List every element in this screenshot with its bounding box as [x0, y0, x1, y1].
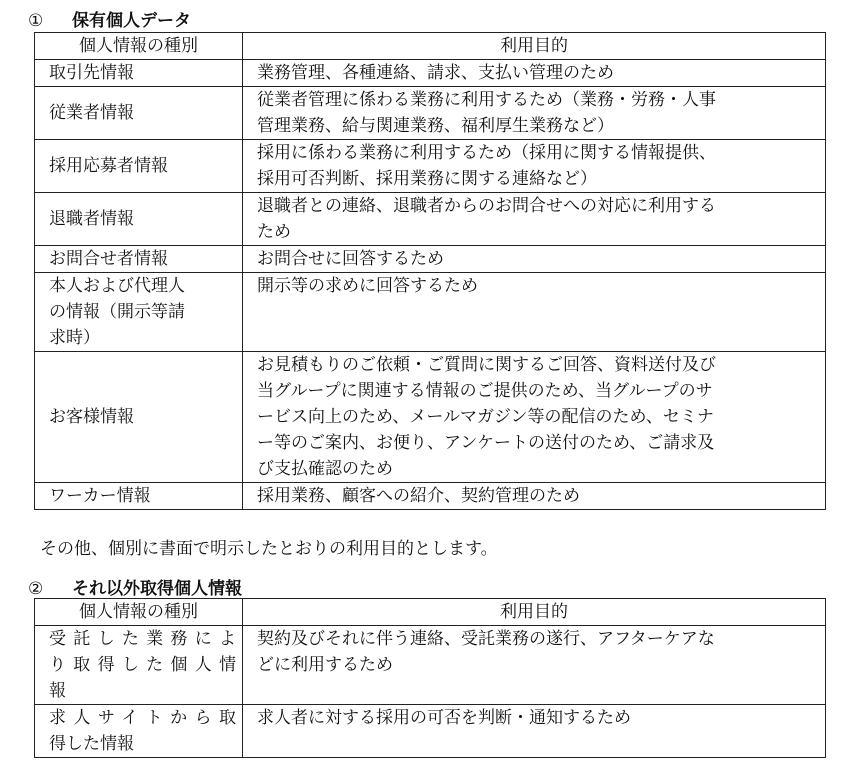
header-data-type: 個人情報の種別 — [35, 33, 243, 60]
row-purpose: 採用業務、顧客への紹介、契約管理のため — [243, 483, 826, 510]
section-2-title: それ以外取得個人情報 — [72, 579, 242, 599]
row-purpose: 従業者管理に係わる業務に利用するため（業務・労務・人事 管理業務、給与関連業務、福利厚生業務など） — [243, 87, 826, 140]
header-data-type: 個人情報の種別 — [35, 599, 243, 626]
row-purpose: お問合せに回答するため — [243, 246, 826, 273]
table-header-row — [35, 599, 826, 626]
note-text: その他、個別に書面で明示したとおりの利用目的とします。 — [40, 539, 498, 559]
personal-data-table — [34, 32, 826, 510]
table-row — [35, 60, 826, 87]
row-type: お問合せ者情報 — [35, 246, 243, 273]
row-type: 退職者情報 — [35, 193, 243, 246]
table-row — [35, 140, 826, 193]
header-purpose: 利用目的 — [243, 33, 826, 60]
row-purpose: お見積もりのご依頼・ご質問に関するご回答、資料送付及び 当グループに関連する情報のご提供のため、当グループのサ ービス向上のため、メールマガジン等の配信のため、セミナ ー等のご案内、お便り、アンケートの送付のため、ご請求及 び支払確認のため — [243, 352, 826, 483]
row-type: 取引先情報 — [35, 60, 243, 87]
section-1-heading — [28, 6, 191, 31]
section-1-title: 保有個人データ — [72, 11, 191, 31]
row-type: 受託した業務によ り取得した個人情 報 — [35, 626, 243, 705]
table-row — [35, 193, 826, 246]
row-purpose: 求人者に対する採用の可否を判断・通知するため — [243, 705, 826, 758]
table-header-row — [35, 33, 826, 60]
table-row — [35, 87, 826, 140]
row-purpose: 契約及びそれに伴う連絡、受託業務の遂行、アフターケアな どに利用するため — [243, 626, 826, 705]
row-purpose: 退職者との連絡、退職者からのお問合せへの対応に利用する ため — [243, 193, 826, 246]
row-purpose: 採用に係わる業務に利用するため（採用に関する情報提供、 採用可否判断、採用業務に関する連絡など） — [243, 140, 826, 193]
section-1-number: ① — [28, 11, 44, 31]
table-row — [35, 273, 826, 352]
row-type: 採用応募者情報 — [35, 140, 243, 193]
row-type: 本人および代理人 の情報（開示等請 求時） — [35, 273, 243, 352]
row-type: ワーカー情報 — [35, 483, 243, 510]
row-purpose: 開示等の求めに回答するため — [243, 273, 826, 352]
table-row — [35, 352, 826, 483]
table-row — [35, 246, 826, 273]
row-type: 従業者情報 — [35, 87, 243, 140]
row-type: お客様情報 — [35, 352, 243, 483]
other-data-table — [34, 598, 826, 758]
table-row — [35, 626, 826, 705]
table-row — [35, 705, 826, 758]
section-2-number: ② — [28, 579, 44, 599]
row-purpose: 業務管理、各種連絡、請求、支払い管理のため — [243, 60, 826, 87]
section-2-heading — [28, 574, 242, 599]
table-row — [35, 483, 826, 510]
row-type: 求人サイトから取 得した情報 — [35, 705, 243, 758]
header-purpose: 利用目的 — [243, 599, 826, 626]
